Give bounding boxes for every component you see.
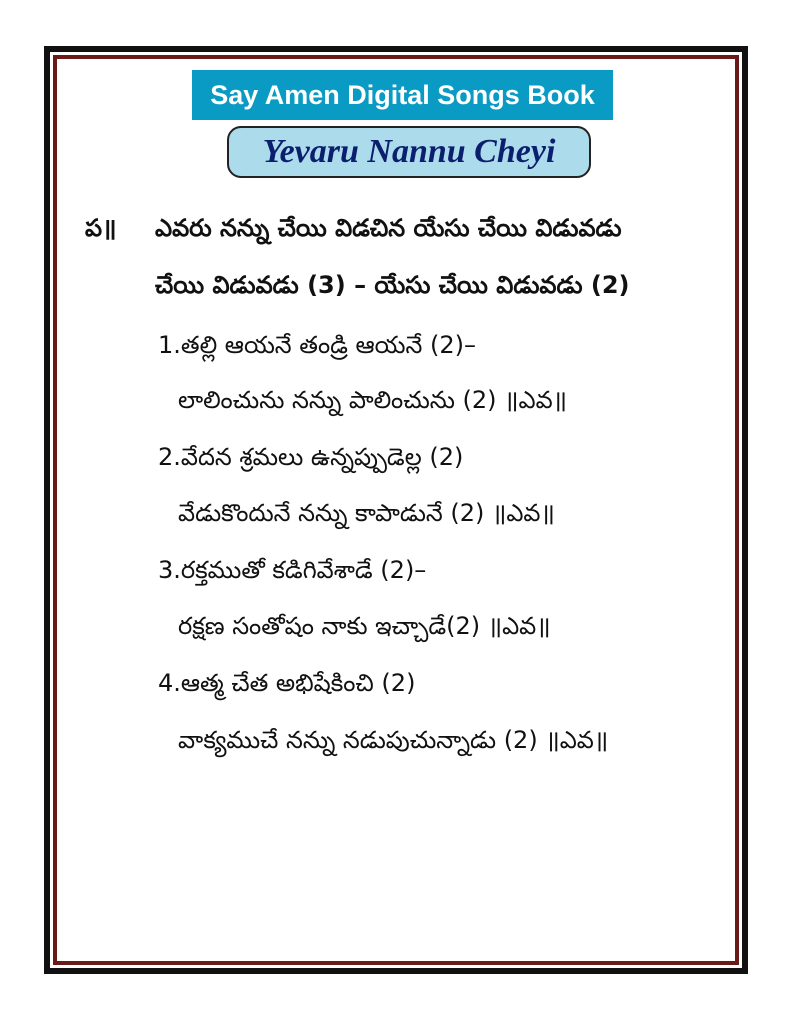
stanza-line: వేడుకొందునే నన్ను కాపాడునే (2) ॥ఎవ॥ xyxy=(178,499,555,527)
pallavi-line: ఎవరు నన్ను చేయి విడచిన యేసు చేయి విడువడు xyxy=(155,214,622,242)
brand-banner: Say Amen Digital Songs Book xyxy=(192,70,613,120)
pallavi-line: చేయి విడువడు (3) – యేసు చేయి విడువడు (2) xyxy=(155,271,630,299)
stanza-line: లాలించును నన్ను పాలించును (2) ॥ఎవ॥ xyxy=(178,386,568,414)
pallavi-marker: ప॥ xyxy=(85,214,117,242)
stanza-line: 4.ఆత్మ చేత అభిషేకించి (2) xyxy=(158,669,416,697)
stanza-line: రక్షణ సంతోషం నాకు ఇచ్చాడే(2) ॥ఎవ॥ xyxy=(178,612,551,640)
stanza-line: 3.రక్తముతో కడిగివేశాడే (2)– xyxy=(158,556,427,584)
stanza-line: 1.తల్లి ఆయనే తండ్రి ఆయనే (2)– xyxy=(158,331,477,359)
stanza-line: వాక్యముచే నన్ను నడుపుచున్నాడు (2) ॥ఎవ॥ xyxy=(178,726,609,754)
stanza-line: 2.వేదన శ్రమలు ఉన్నప్పుడెల్ల (2) xyxy=(158,443,464,471)
song-title: Yevaru Nannu Cheyi xyxy=(227,126,591,178)
